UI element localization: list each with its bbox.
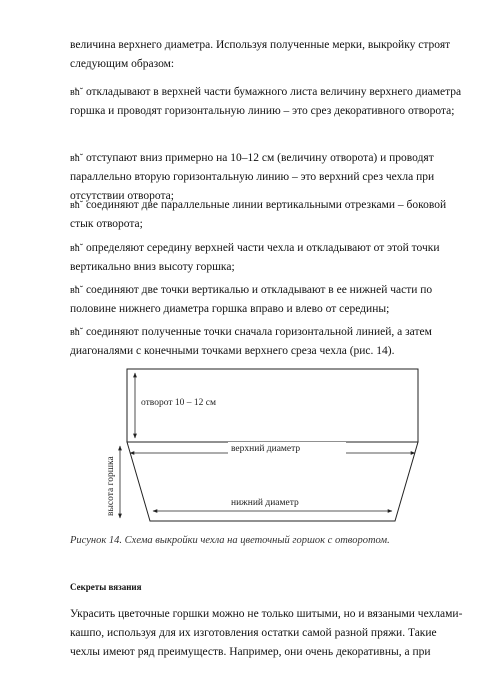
bullet-marker: вћ˘ [70, 87, 84, 98]
step-text: отступают вниз примерно на 10–12 см (величину отворота) и проводят параллельно вторую горизонтальную линию – это верхний срез чехла при отсутствии отворота; [70, 152, 435, 202]
bullet-marker: вћ˘ [70, 200, 84, 211]
step-text: соединяют полученные точки сначала горизонтальной линией, а затем диагоналями с конечными точками верхнего среза чехла (рис. 14). [70, 326, 432, 357]
bullet-marker: вћ˘ [70, 153, 84, 164]
bullet-marker: вћ˘ [70, 285, 84, 296]
section-heading: Секреты вязания [70, 582, 142, 592]
pot-height-label: высота горшка [106, 456, 116, 516]
bullet-marker: вћ˘ [70, 327, 84, 338]
flap-label: отворот 10 – 12 см [141, 398, 216, 408]
top-diameter-label: верхний диаметр [231, 444, 301, 454]
step-text: соединяют две точки вертикалью и откладывают в ее нижней части по половине нижнего диаметра горшка вправо и влево от середины; [70, 284, 433, 315]
step-text: определяют середину верхней части чехла и откладывают от этой точки вертикально вниз высоту горшка; [70, 242, 440, 273]
figure-caption: Рисунок 14. Схема выкройки чехла на цветочный горшок с отворотом. [70, 535, 390, 546]
bottom-diameter-label: нижний диаметр [231, 498, 299, 508]
bullet-marker: вћ˘ [70, 243, 84, 254]
step-text: откладывают в верхней части бумажного листа величину верхнего диаметра горшка и проводят горизонтальную линию – это срез декоративного отворота; [70, 86, 462, 117]
step-text: соединяют две параллельные линии вертикальными отрезками – боковой стык отворота; [70, 199, 447, 230]
body-paragraph: Украсить цветочные горшки можно не только шитыми, но и вязаными чехлами-кашпо, используя для их изготовления остатки самой разной пряжи. Такие чехлы имеют ряд преимуществ. Например, они очень декоративны, а при [70, 608, 463, 658]
intro-paragraph: величина верхнего диаметра. Используя полученные мерки, выкройку строят следующим образом: [70, 39, 451, 70]
